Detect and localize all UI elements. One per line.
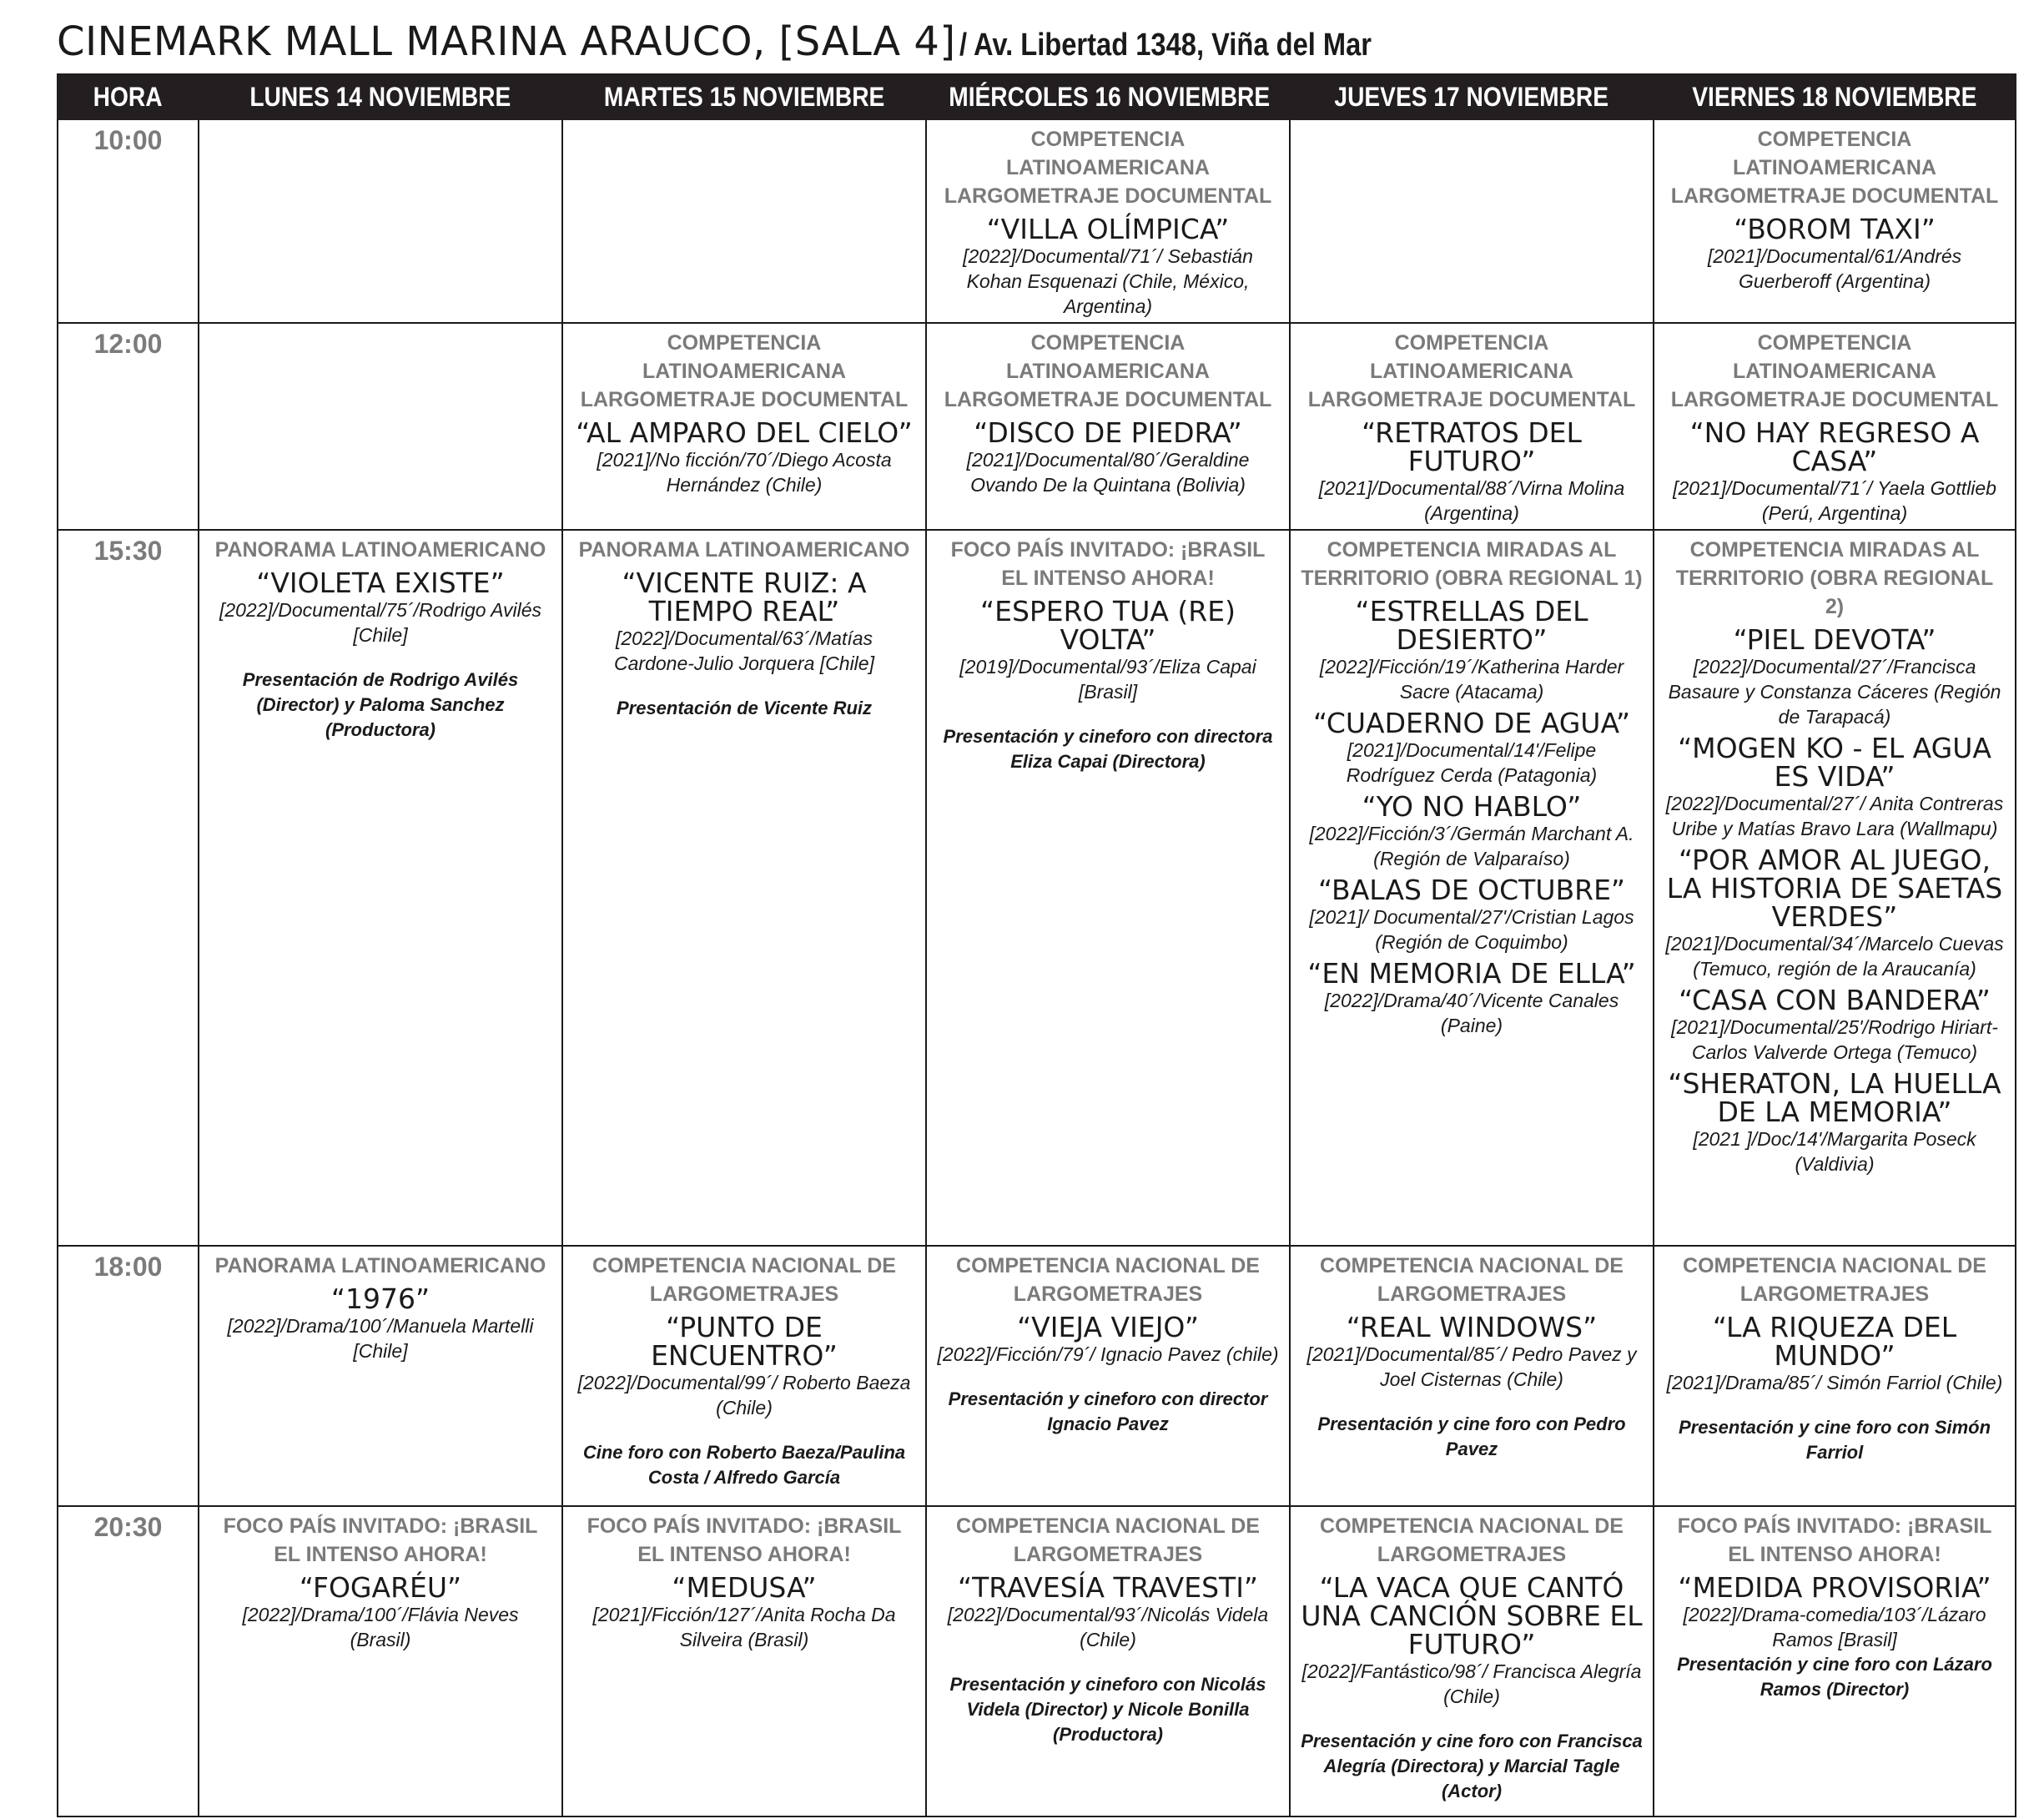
film-title: “VIEJA VIEJO” xyxy=(1017,1311,1199,1343)
film-info: [2022]/Documental/71´/ Sebastián Kohan Esquenazi (Chile, México, Argentina) xyxy=(963,245,1253,317)
screening-slot xyxy=(1290,1246,1654,1506)
presentation-note: Presentación y cineforo con directora Eliza Capai (Directora) xyxy=(943,726,1273,772)
time-cell: 10:00 xyxy=(58,119,199,323)
time-row-1530 xyxy=(58,530,2016,1246)
film-title: “LA VACA QUE CANTÓ UNA CANCIÓN SOBRE EL FUTURO” xyxy=(1301,1571,1643,1660)
film-info: [2022]/Documental/75´/Rodrigo Avilés [Chile] xyxy=(219,599,542,646)
film-info: [2021]/Documental/25'/Rodrigo Hiriart-Carlos Valverde Ortega (Temuco) xyxy=(1671,1016,1998,1063)
film-title: “MOGEN KO - EL AGUA ES VIDA” xyxy=(1678,732,1991,793)
film-info: [2021]/Drama/85´/ Simón Farriol (Chile) xyxy=(1666,1372,2003,1393)
column-header-lunes: LUNES 14 NOVIEMBRE xyxy=(199,74,562,119)
film-info: [2022]/Documental/93´/Nicolás Videla (Chile) xyxy=(947,1604,1269,1650)
film-info: [2022]/Ficción/3´/Germán Marchant A. (Región de Valparaíso) xyxy=(1309,823,1634,869)
page-header xyxy=(57,18,2001,73)
section-label: COMPETENCIA NACIONAL DE LARGOMETRAJES xyxy=(1320,1254,1624,1306)
presentation-note: Presentación y cineforo con Nicolás Videla (Director) y Nicole Bonilla (Productora) xyxy=(949,1674,1266,1745)
section-label: COMPETENCIA MIRADAS AL TERRITORIO (OBRA REGIONAL 2) xyxy=(1675,538,1994,618)
presentation-note: Presentación de Vicente Ruiz xyxy=(616,698,873,718)
screening-slot xyxy=(1654,323,2016,530)
film-title: “REAL WINDOWS” xyxy=(1346,1311,1598,1343)
film-title: “ESTRELLAS DEL DESIERTO” xyxy=(1355,595,1588,656)
film-info: [2021]/Documental/85´/ Pedro Pavez y Joel Cisternas (Chile) xyxy=(1306,1343,1637,1390)
film-info: [2021]/No ficción/70´/Diego Acosta Hernández (Chile) xyxy=(597,449,892,496)
column-header-viernes: VIERNES 18 NOVIEMBRE xyxy=(1654,74,2016,119)
film-title: “TRAVESÍA TRAVESTI” xyxy=(957,1571,1259,1604)
screening-slot xyxy=(562,323,926,530)
film-title: “NO HAY REGRESO A CASA” xyxy=(1689,416,1980,477)
presentation-note: Presentación y cine foro con Lázaro Ramos (Director) xyxy=(1677,1654,1992,1700)
film-title: “BALAS DE OCTUBRE” xyxy=(1317,874,1626,906)
film-info: [2021]/Documental/61/Andrés Guerberoff (Argentina) xyxy=(1707,245,1962,292)
screening-slot xyxy=(926,1506,1290,1816)
screening-slot xyxy=(1290,530,1654,1246)
time-row-2030 xyxy=(58,1506,2016,1816)
section-label: COMPETENCIA NACIONAL DE LARGOMETRAJES xyxy=(1320,1514,1624,1566)
time-cell: 12:00 xyxy=(58,323,199,530)
empty-slot xyxy=(562,119,926,323)
time-cell: 18:00 xyxy=(58,1246,199,1506)
presentation-note: Presentación y cineforo con director Ignacio Pavez xyxy=(948,1388,1268,1434)
screening-slot xyxy=(1654,1506,2016,1816)
film-info: [2022]/Documental/63´/Matías Cardone-Julio Jorquera [Chile] xyxy=(614,627,874,674)
film-info: [2021]/ Documental/27'/Cristian Lagos (Región de Coquimbo) xyxy=(1309,906,1634,953)
section-label: FOCO PAÍS INVITADO: ¡BRASIL EL INTENSO AHORA! xyxy=(587,1514,902,1566)
section-label: COMPETENCIA LATINOAMERICANA LARGOMETRAJE DOCUMENTAL xyxy=(944,128,1272,208)
section-label: COMPETENCIA LATINOAMERICANA LARGOMETRAJE DOCUMENTAL xyxy=(580,331,909,411)
schedule-table xyxy=(57,73,2016,1817)
section-label: PANORAMA LATINOAMERICANO xyxy=(578,538,910,562)
film-title: “MEDIDA PROVISORIA” xyxy=(1678,1571,1991,1604)
section-label: COMPETENCIA MIRADAS AL TERRITORIO (OBRA REGIONAL 1) xyxy=(1301,538,1643,590)
film-info: [2021]/Documental/80´/Geraldine Ovando De la Quintana (Bolivia) xyxy=(966,449,1250,496)
section-label: COMPETENCIA NACIONAL DE LARGOMETRAJES xyxy=(592,1254,896,1306)
presentation-note: Presentación y cine foro con Francisca Alegría (Directora) y Marcial Tagle (Actor) xyxy=(1301,1731,1643,1801)
film-title: “LA RIQUEZA DEL MUNDO” xyxy=(1712,1311,1957,1372)
screening-slot xyxy=(1654,530,2016,1246)
section-label: PANORAMA LATINOAMERICANO xyxy=(214,1254,546,1277)
column-header-hora: HORA xyxy=(58,74,199,119)
section-label: COMPETENCIA NACIONAL DE LARGOMETRAJES xyxy=(956,1254,1260,1306)
screening-slot xyxy=(1290,1506,1654,1816)
film-title: “CUADERNO DE AGUA” xyxy=(1312,707,1631,739)
time-row-1200 xyxy=(58,323,2016,530)
film-title: “VICENTE RUIZ: A TIEMPO REAL” xyxy=(622,567,867,627)
film-info: [2022]/Documental/99´/ Roberto Baeza (Chile) xyxy=(577,1372,911,1418)
column-header-jueves: JUEVES 17 NOVIEMBRE xyxy=(1290,74,1654,119)
film-title: “ESPERO TUA (RE) VOLTA” xyxy=(980,595,1236,656)
film-info: [2022]/Documental/27´/ Anita Contreras Uribe y Matías Bravo Lara (Wallmapu) xyxy=(1665,793,2004,839)
film-info: [2022]/Ficción/19´/Katherina Harder Sacre (Atacama) xyxy=(1319,656,1624,703)
screening-slot xyxy=(926,119,1290,323)
film-title: “PUNTO DE ENCUENTRO” xyxy=(651,1311,838,1372)
film-title: “FOGARÉU” xyxy=(299,1571,462,1604)
screening-slot xyxy=(926,323,1290,530)
header-row xyxy=(58,74,2016,119)
film-info: [2021]/Documental/34´/Marcelo Cuevas (Temuco, región de la Araucanía) xyxy=(1665,933,2004,980)
film-title: “CASA CON BANDERA” xyxy=(1679,984,1991,1016)
section-label: FOCO PAÍS INVITADO: ¡BRASIL EL INTENSO AHORA! xyxy=(950,538,1266,590)
film-info: [2022]/Fantástico/98´/ Francisca Alegría (Chile) xyxy=(1301,1660,1642,1707)
empty-slot xyxy=(199,119,562,323)
film-title: “DISCO DE PIEDRA” xyxy=(974,416,1242,449)
film-info: [2022]/Drama/100´/Manuela Martelli [Chile] xyxy=(227,1315,534,1362)
section-label: COMPETENCIA LATINOAMERICANA LARGOMETRAJE DOCUMENTAL xyxy=(944,331,1272,411)
screening-slot xyxy=(926,1246,1290,1506)
screening-slot xyxy=(199,530,562,1246)
film-title: “1976” xyxy=(330,1282,430,1315)
venue-title: CINEMARK MALL MARINA ARAUCO, [SALA 4] xyxy=(57,18,956,65)
section-label: FOCO PAÍS INVITADO: ¡BRASIL EL INTENSO AHORA! xyxy=(1677,1514,1992,1566)
column-header-martes: MARTES 15 NOVIEMBRE xyxy=(562,74,926,119)
film-title: “PIEL DEVOTA” xyxy=(1733,623,1936,656)
film-info: [2021]/Documental/71´/ Yaela Gottlieb (Perú, Argentina) xyxy=(1673,477,1996,524)
column-header-miercoles: MIÉRCOLES 16 NOVIEMBRE xyxy=(926,74,1290,119)
time-row-1800 xyxy=(58,1246,2016,1506)
film-title: “AL AMPARO DEL CIELO” xyxy=(576,416,913,449)
venue-address: / Av. Libertad 1348, Viña del Mar xyxy=(959,28,1372,63)
film-info: [2022]/Ficción/79´/ Ignacio Pavez (chile) xyxy=(937,1343,1279,1365)
film-title: “RETRATOS DEL FUTURO” xyxy=(1362,416,1582,477)
screening-slot xyxy=(199,1506,562,1816)
empty-slot xyxy=(1290,119,1654,323)
film-info: [2021]/Documental/88´/Virna Molina (Argentina) xyxy=(1318,477,1625,524)
film-info: [2022]/Drama/100´/Flávia Neves (Brasil) xyxy=(242,1604,519,1650)
screening-slot xyxy=(1654,1246,2016,1506)
screening-slot xyxy=(562,1506,926,1816)
time-cell: 20:30 xyxy=(58,1506,199,1816)
presentation-note: Cine foro con Roberto Baeza/Paulina Costa / Alfredo García xyxy=(582,1442,906,1488)
screening-slot xyxy=(1290,323,1654,530)
empty-slot xyxy=(199,323,562,530)
time-cell: 15:30 xyxy=(58,530,199,1246)
section-label: COMPETENCIA LATINOAMERICANA LARGOMETRAJE DOCUMENTAL xyxy=(1307,331,1636,411)
film-title: “SHERATON, LA HUELLA DE LA MEMORIA” xyxy=(1668,1067,2001,1128)
film-info: [2022]/Drama-comedia/103´/Lázaro Ramos [Brasil] xyxy=(1683,1604,1986,1650)
film-info: [2022]/Drama/40´/Vicente Canales (Paine) xyxy=(1324,990,1619,1036)
presentation-note: Presentación y cine foro con Simón Farriol xyxy=(1678,1417,1991,1463)
screening-slot xyxy=(562,530,926,1246)
screening-slot xyxy=(926,530,1290,1246)
presentation-note: Presentación de Rodrigo Avilés (Director) y Paloma Sanchez (Productora) xyxy=(242,669,519,740)
film-info: [2021]/Documental/14'/Felipe Rodríguez Cerda (Patagonia) xyxy=(1346,739,1598,786)
film-title: “YO NO HABLO” xyxy=(1362,790,1582,823)
film-title: “EN MEMORIA DE ELLA” xyxy=(1307,957,1636,990)
section-label: PANORAMA LATINOAMERICANO xyxy=(214,538,546,562)
section-label: COMPETENCIA LATINOAMERICANA LARGOMETRAJE DOCUMENTAL xyxy=(1670,128,1999,208)
presentation-note: Presentación y cine foro con Pedro Pavez xyxy=(1317,1413,1626,1459)
section-label: COMPETENCIA NACIONAL DE LARGOMETRAJES xyxy=(1683,1254,1986,1306)
film-info: [2022]/Documental/27´/Francisca Basaure y Constanza Cáceres (Región de Tarapacá) xyxy=(1668,656,2001,728)
film-title: “VILLA OLÍMPICA” xyxy=(986,213,1230,245)
section-label: FOCO PAÍS INVITADO: ¡BRASIL EL INTENSO AHORA! xyxy=(223,1514,538,1566)
screening-slot xyxy=(199,1246,562,1506)
film-info: [2021 ]/Doc/14'/Margarita Poseck (Valdivia) xyxy=(1693,1128,1976,1175)
film-title: “VIOLETA EXISTE” xyxy=(256,567,505,599)
film-title: “BOROM TAXI” xyxy=(1734,213,1936,245)
film-info: [2019]/Documental/93´/Eliza Capai [Brasil] xyxy=(959,656,1256,703)
screening-slot xyxy=(1654,119,2016,323)
film-title: “MEDUSA” xyxy=(672,1571,817,1604)
film-title: “POR AMOR AL JUEGO, LA HISTORIA DE SAETAS VERDES” xyxy=(1666,844,2003,933)
screening-slot xyxy=(562,1246,926,1506)
section-label: COMPETENCIA NACIONAL DE LARGOMETRAJES xyxy=(956,1514,1260,1566)
time-row-1000 xyxy=(58,119,2016,323)
film-info: [2021]/Ficción/127´/Anita Rocha Da Silveira (Brasil) xyxy=(592,1604,896,1650)
section-label: COMPETENCIA LATINOAMERICANA LARGOMETRAJE DOCUMENTAL xyxy=(1670,331,1999,411)
